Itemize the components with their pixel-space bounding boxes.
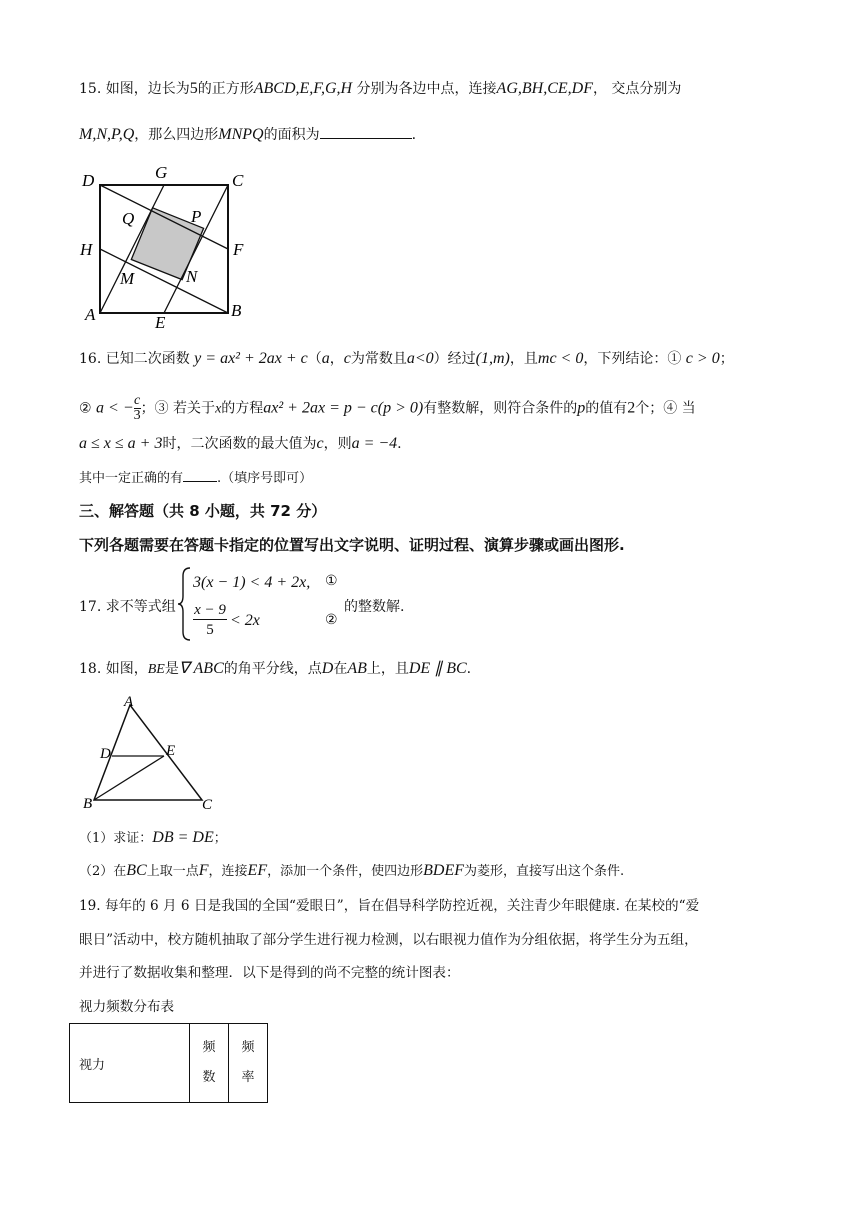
fraction-c-over-3: $\frac{c}{3}$ bbox=[133, 393, 141, 423]
label-A: A bbox=[124, 694, 134, 710]
label-C: C bbox=[202, 797, 213, 813]
label-M: M bbox=[120, 269, 135, 288]
section3-instruction: 下列各题需要在答题卡指定的位置写出文字说明、证明过程、演算步骤或画出图形. bbox=[79, 536, 625, 554]
section3-heading: 三、解答题（共 8 小题，共 72 分） bbox=[79, 502, 327, 520]
triangle-figure bbox=[80, 692, 220, 816]
label-E: E bbox=[155, 313, 166, 332]
q18-part1: （1）求证：DB = DE； bbox=[79, 829, 227, 846]
vision-frequency-table bbox=[69, 1023, 268, 1103]
label-G: G bbox=[155, 163, 168, 182]
label-E: E bbox=[166, 743, 176, 759]
q19-line3: 并进行了数据收集和整理．以下是得到的尚不完整的统计图表： bbox=[79, 965, 460, 981]
q17-ineq1: 3(x − 1) < 4 + 2x, bbox=[193, 574, 311, 591]
header-frequency: 频 数 bbox=[190, 1024, 229, 1103]
header-vision: 视力 bbox=[70, 1024, 190, 1103]
header-rate: 频 率 bbox=[229, 1024, 268, 1103]
q16-line4: 其中一定正确的有 .（填序号即可） bbox=[79, 467, 312, 489]
label-A: A bbox=[85, 305, 96, 324]
q17-circ2: ② bbox=[325, 612, 338, 628]
label-P: P bbox=[191, 207, 202, 226]
q18-part2: （2）在BC上取一点F，连接EF，添加一个条件，使四边形BDEF为菱形，直接写出这个条件. bbox=[79, 862, 625, 879]
table-header-row bbox=[70, 1024, 268, 1103]
system-brace bbox=[177, 566, 193, 642]
label-D: D bbox=[82, 171, 95, 190]
answer-blank bbox=[320, 124, 412, 139]
q18-line1: 18. 如图，BE是∇ ABC的角平分线，点D在AB上，且DE ∥ BC. bbox=[79, 660, 472, 677]
label-F: F bbox=[233, 240, 244, 259]
q17-circ1: ① bbox=[325, 573, 338, 589]
q16-line3: a ≤ x ≤ a + 3时，二次函数的最大值为c，则a = −4. bbox=[79, 435, 402, 452]
q15-line1: 15. 如图，边长为5的正方形ABCD,E,F,G,H 分别为各边中点，连接AG,BH,CE,DF， 交点分别为 bbox=[79, 80, 682, 97]
label-H: H bbox=[80, 240, 93, 259]
q16-line2: ② a < − $\frac{c}{3}$ ；③ 若关于x的方程ax² + 2ax = p − c(p > 0)有整数解，则符合条件的p的值有2个；④ 当 bbox=[79, 393, 696, 423]
q17-ineq2-rhs: < 2x bbox=[230, 612, 260, 629]
table-title: 视力频数分布表 bbox=[79, 999, 175, 1015]
q17-suffix: 的整数解. bbox=[344, 599, 405, 615]
q15-line2: M,N,P,Q，那么四边形MNPQ的面积为 . bbox=[79, 126, 417, 143]
label-B: B bbox=[83, 796, 93, 812]
q19-line1: 19. 每年的 6 月 6 日是我国的全国“爱眼日”，旨在倡导科学防控近视，关注青少年眼健康. 在某校的“爱 bbox=[79, 898, 700, 914]
label-Q: Q bbox=[122, 209, 135, 228]
label-D: D bbox=[100, 746, 111, 762]
q19-line2: 眼日”活动中，校方随机抽取了部分学生进行视力检测，以右眼视力值作为分组依据，将学生分为五组， bbox=[79, 932, 698, 948]
label-N: N bbox=[186, 267, 198, 286]
answer-blank bbox=[183, 467, 217, 482]
q17-prefix: 17. 求不等式组 bbox=[79, 599, 176, 615]
q16-line1: 16. 已知二次函数 y = ax² + 2ax + c（a，c为常数且a<0）经过(1,m)，且mc < 0，下列结论：① c > 0； bbox=[79, 350, 734, 367]
q17-fraction: x − 9 5 bbox=[194, 602, 226, 638]
square-figure bbox=[78, 160, 258, 332]
label-C: C bbox=[232, 171, 244, 190]
label-B: B bbox=[231, 301, 242, 320]
